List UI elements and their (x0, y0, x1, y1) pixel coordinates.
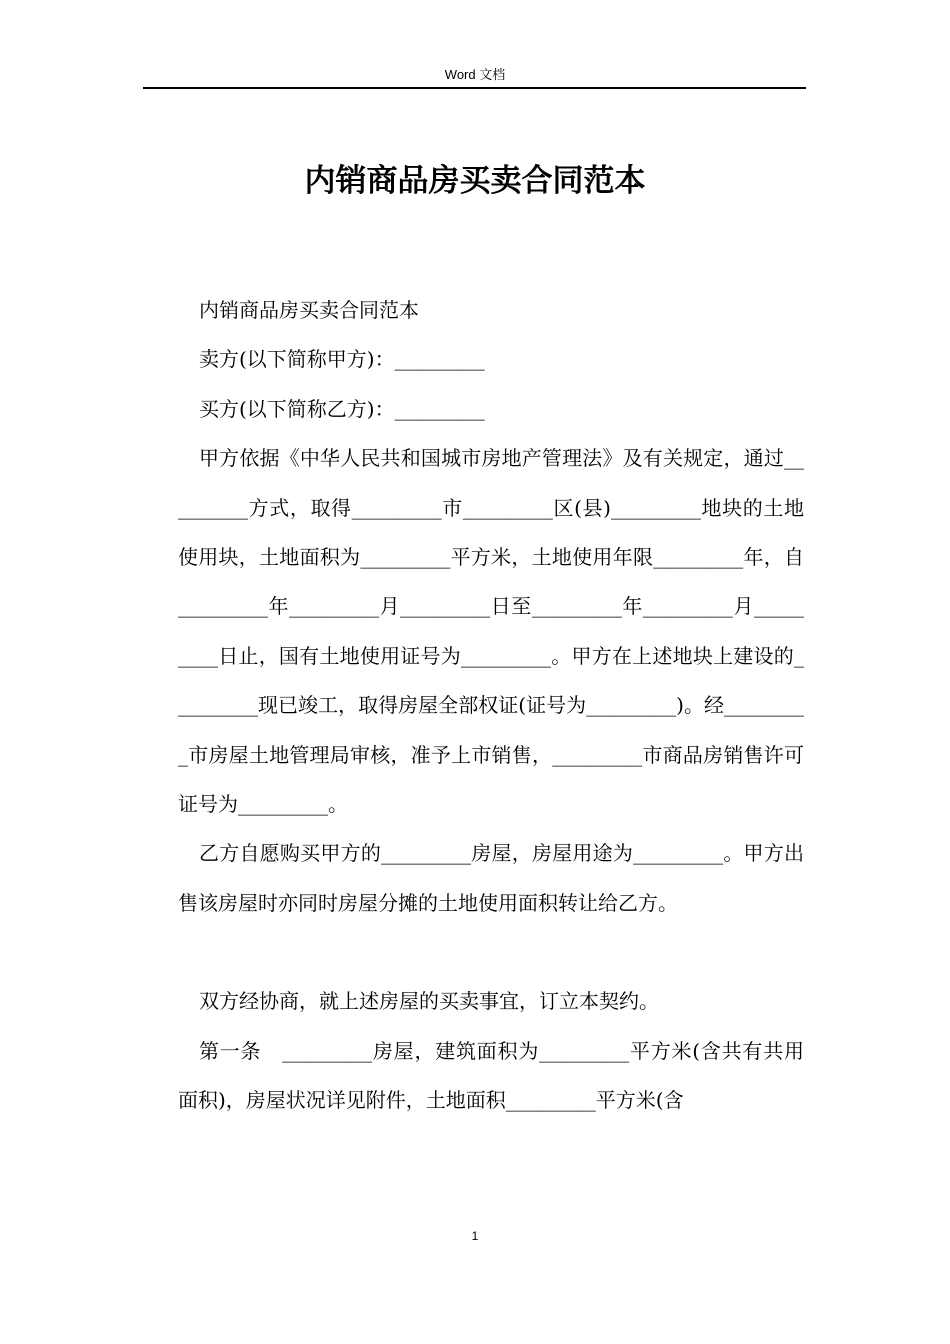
paragraph-heading: 内销商品房买卖合同范本 (199, 298, 419, 322)
page-number: 1 (471, 1229, 479, 1243)
paragraph-article-one: 第一条 _________房屋，建筑面积为_________平方米(含共有共用面积)，房屋状况详见附件，土地面积_________平方米(含 (178, 1038, 804, 1113)
paragraph-seller-basis: 甲方依据《中华人民共和国城市房地产管理法》及有关规定，通过_________方式，取得_________市_________区(县)_________地块的土地使用块，土地面积为_________平方米，土地使用年限_________年，自_________年_________月_________日至_________年_________月_________日止，国有土地使用证号为_________。甲方在上述地块上建设的_________现已竣工，取得房屋全部权证(证号为_________)。经_________市房屋土地管理局审核，准予上市销售，_________市商品房销售许可证号为_________。 (178, 446, 804, 817)
paragraph-seller: 卖方(以下简称甲方)：_________ (199, 347, 485, 372)
header-divider (143, 87, 806, 89)
paragraph-buyer-purchase: 乙方自愿购买甲方的_________房屋，房屋用途为_________。甲方出售该房屋时亦同时房屋分摊的土地使用面积转让给乙方。 (178, 841, 804, 915)
paragraph-agreement: 双方经协商，就上述房屋的买卖事宜，订立本契约。 (199, 989, 659, 1014)
page-header: Word 文档 (444, 67, 506, 82)
document-body (178, 286, 804, 1126)
paragraph-buyer: 买方(以下简称乙方)：_________ (199, 396, 485, 421)
document-title: 内销商品房买卖合同范本 (304, 163, 646, 199)
